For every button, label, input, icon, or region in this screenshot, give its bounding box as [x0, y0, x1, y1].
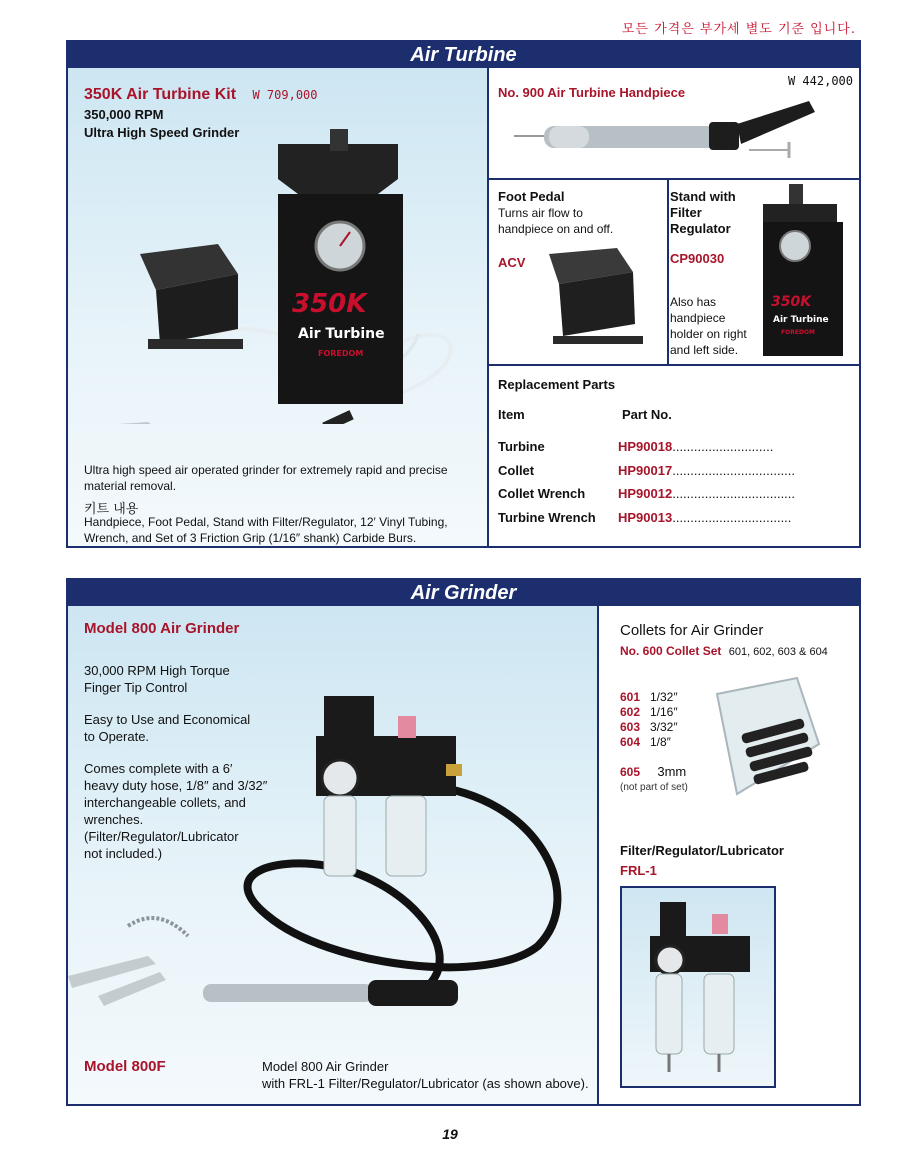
kit-brand-text: FOREDOM	[318, 349, 364, 358]
collet-extra-note: (not part of set)	[620, 782, 688, 793]
grinder-model-f: Model 800F	[84, 1058, 166, 1075]
kit-panel	[68, 68, 487, 546]
air-grinder-header: Air Grinder	[68, 580, 859, 606]
leader-dots: ............................	[672, 439, 774, 454]
collet-size: 3/32″	[650, 720, 678, 734]
stand-code: CP90030	[670, 251, 725, 266]
stand-name-3: Regulator	[670, 221, 731, 236]
collet-set-name: No. 600 Collet Set	[620, 644, 722, 658]
grinder-feature-3: interchangeable collets, and	[84, 795, 246, 810]
grinder-feature-2b: to Operate.	[84, 729, 150, 744]
collet-set-image	[707, 674, 827, 804]
grinder-feature-2a: Easy to Use and Economical	[84, 712, 251, 727]
replacement-part-no: HP90018	[618, 439, 673, 454]
replacement-part-row	[618, 485, 795, 502]
foot-pedal-desc-2: handpiece on and off.	[498, 222, 614, 236]
stand-brand-text: FOREDOM	[781, 329, 815, 336]
collet-row	[620, 690, 678, 705]
collet-size: 1/8″	[650, 735, 671, 749]
kit-subtitle: Ultra High Speed Grinder	[84, 125, 240, 140]
stand-desc-3: holder on right	[670, 327, 747, 341]
kit-heading	[84, 86, 318, 104]
foot-pedal-code: ACV	[498, 255, 526, 270]
grinder-model: Model 800 Air Grinder	[84, 620, 240, 637]
collet-list	[620, 690, 678, 750]
collet-extra-code: 605	[620, 765, 641, 779]
stand-image	[757, 184, 853, 360]
collet-row	[620, 735, 678, 750]
replacement-title: Replacement Parts	[498, 377, 616, 392]
stand-name-1: Stand with	[670, 189, 736, 204]
replacement-part-row	[618, 509, 791, 526]
grinder-model-f-desc-2: with FRL-1 Filter/Regulator/Lubricator (as shown above).	[262, 1076, 589, 1091]
stand-desc-4: and left side.	[670, 343, 739, 357]
collet-row	[620, 705, 678, 720]
air-grinder-image	[68, 666, 593, 1016]
handpiece-name: No. 900 Air Turbine Handpiece	[498, 85, 686, 100]
collet-code: 601	[620, 690, 641, 704]
stand-logo-text: 350K	[771, 294, 812, 310]
kit-description: Ultra high speed air operated grinder for extremely rapid and precise material removal.	[84, 463, 448, 493]
collet-size: 1/32″	[650, 690, 678, 704]
stand-name-2: Filter	[670, 205, 702, 220]
grinder-panel	[68, 606, 597, 1104]
air-grinder-section	[66, 578, 861, 1106]
replacement-parts	[489, 366, 859, 546]
air-turbine-header: Air Turbine	[68, 42, 859, 68]
stand-desc-2: handpiece	[670, 311, 726, 325]
collet-code: 604	[620, 735, 641, 749]
grinder-model-f-desc-1: Model 800 Air Grinder	[262, 1059, 389, 1074]
stand-desc-1: Also has	[670, 295, 717, 309]
collet-code: 602	[620, 705, 641, 719]
kit-rpm: 350,000 RPM	[84, 107, 164, 122]
replacement-part-row	[618, 438, 773, 455]
handpiece-box	[489, 68, 859, 178]
collet-set-items: 601, 602, 603 & 604	[728, 646, 828, 658]
replacement-col-part: Part No.	[622, 407, 672, 422]
leader-dots: ..................................	[672, 486, 796, 501]
kit-logo-text: 350K	[292, 289, 367, 319]
grinder-feature-3: (Filter/Regulator/Lubricator	[84, 829, 239, 844]
collet-size: 1/16″	[650, 705, 678, 719]
replacement-part-no: HP90012	[618, 486, 673, 501]
grinder-feature-3: not included.)	[84, 846, 163, 861]
leader-dots: ..................................	[672, 463, 796, 478]
frl-name: Filter/Regulator/Lubricator	[620, 843, 784, 858]
collet-row	[620, 720, 678, 735]
air-turbine-section	[66, 40, 861, 548]
kit-contents: Handpiece, Foot Pedal, Stand with Filter/Regulator, 12′ Vinyl Tubing, Wrench, and Set of 3 Friction Grip (1/16″ shank) Carbide Burs.	[84, 515, 448, 545]
replacement-item: Turbine Wrench	[498, 510, 596, 525]
foot-pedal-name: Foot Pedal	[498, 189, 565, 204]
stand-label-text: Air Turbine	[773, 315, 829, 325]
stand-box	[669, 180, 859, 364]
frl-code: FRL-1	[620, 863, 657, 878]
kit-label-text: Air Turbine	[298, 326, 385, 342]
kit-price: W 709,000	[252, 88, 318, 102]
grinder-feature-1a: 30,000 RPM High Torque	[84, 663, 230, 678]
collets-panel	[599, 606, 859, 1104]
collet-set-row	[620, 644, 828, 658]
foot-pedal-box	[489, 180, 667, 364]
collets-title: Collets for Air Grinder	[620, 622, 764, 639]
grinder-feature-1b: Finger Tip Control	[84, 680, 188, 695]
air-turbine-kit-image	[78, 124, 478, 424]
kit-name: 350K Air Turbine Kit	[84, 86, 237, 103]
collet-extra-row	[620, 764, 686, 779]
kit-contents-title: 키트 내용	[84, 502, 139, 517]
grinder-feature-3: Comes complete with a 6′	[84, 761, 233, 776]
foot-pedal-image	[545, 244, 655, 354]
replacement-part-no: HP90013	[618, 510, 673, 525]
replacement-item: Collet Wrench	[498, 486, 586, 501]
vat-notice: 모든 가격은 부가세 별도 기준 입니다.	[621, 22, 856, 37]
leader-dots: .................................	[672, 510, 792, 525]
replacement-part-no: HP90017	[618, 463, 673, 478]
grinder-feature-3: heavy duty hose, 1/8″ and 3/32″	[84, 778, 268, 793]
page-number: 19	[442, 1126, 458, 1142]
foot-pedal-desc-1: Turns air flow to	[498, 206, 583, 220]
collet-extra-size: 3mm	[657, 764, 687, 779]
collet-code: 603	[620, 720, 641, 734]
replacement-col-item: Item	[498, 407, 525, 422]
handpiece-image	[509, 96, 839, 176]
handpiece-price: W 442,000	[787, 74, 853, 88]
replacement-item: Turbine	[498, 439, 545, 454]
grinder-feature-3: wrenches.	[84, 812, 144, 827]
replacement-item: Collet	[498, 463, 535, 478]
replacement-part-row	[618, 462, 795, 479]
frl-image-frame	[620, 886, 776, 1088]
frl-image	[622, 888, 774, 1086]
